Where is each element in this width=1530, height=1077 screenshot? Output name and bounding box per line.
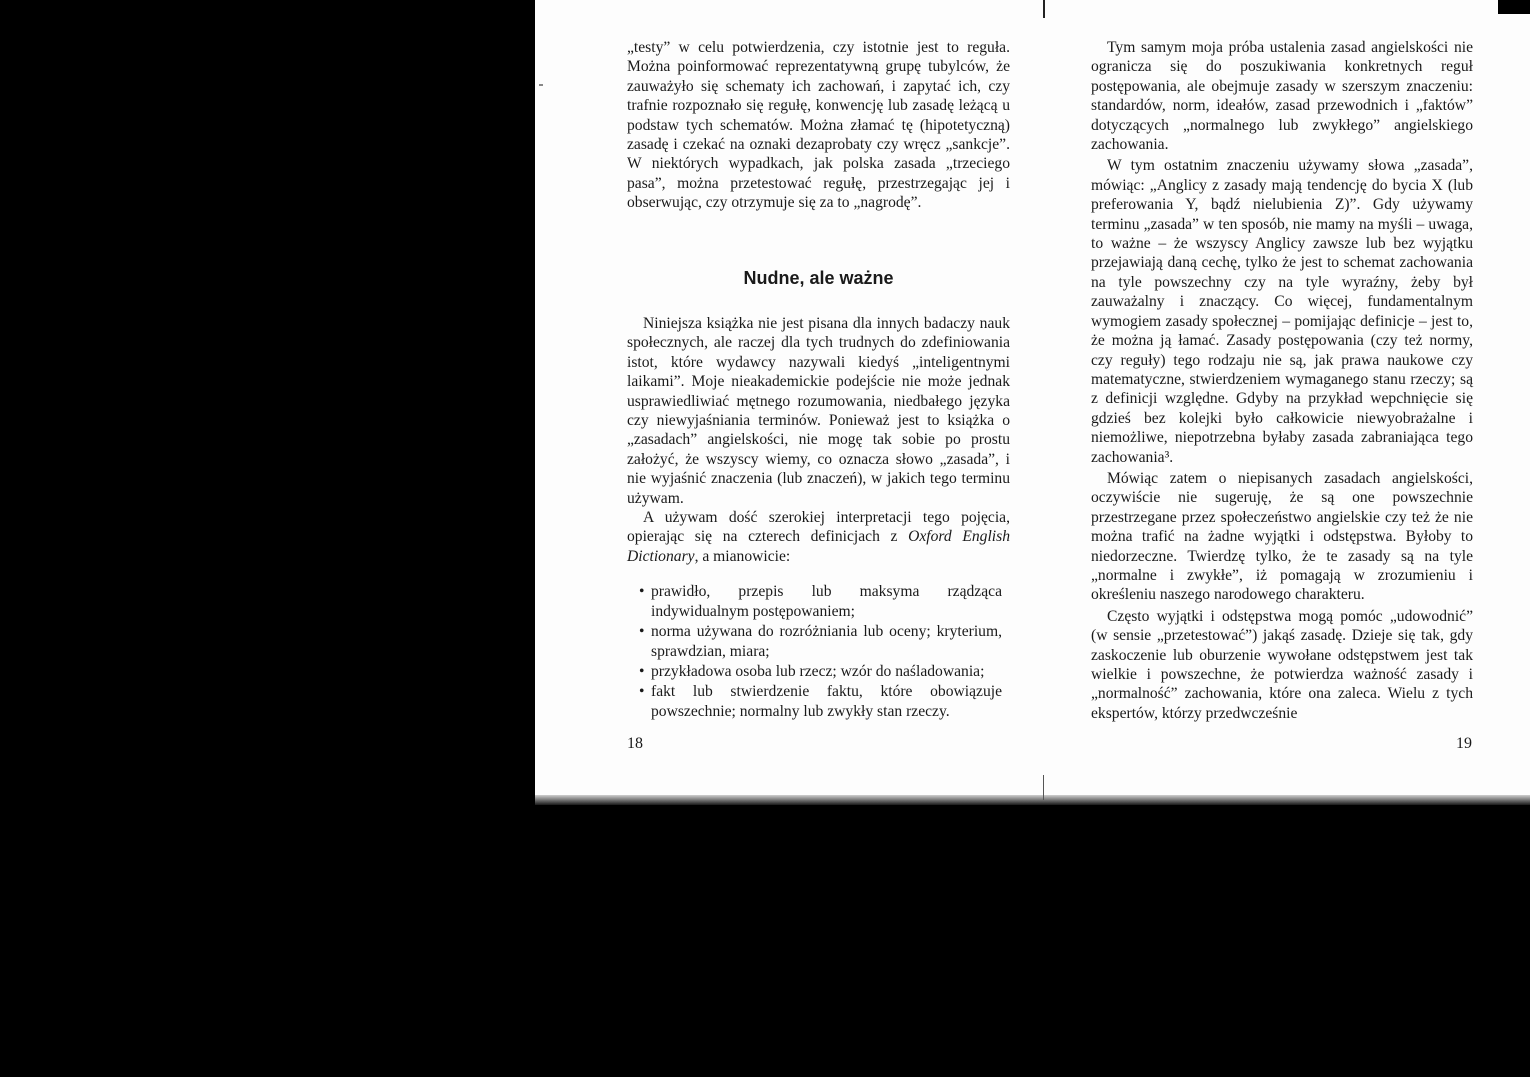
gutter-mark-bottom xyxy=(1043,775,1044,800)
right-paragraph: Mówiąc zatem o niepisanych zasadach angielskości, oczywiście nie sugeruję, że są one powszechnie przestrzegane przez społeczeństwo angielskie czy też że nie można trafić na żadne wyjątki i odstępstwa. Byłoby to niedorzeczne. Twierdzę tylko, że te zasady są na tyle „normalne i zwykłe”, iż pomagają w zrozumieniu i określeniu naszego narodowego charakteru. xyxy=(1091,469,1473,604)
definitions-lead: A używam dość szerokiej interpretacji tego pojęcia, opierając się na czterech definicjach z xyxy=(627,509,1010,546)
list-item: • przykładowa osoba lub rzecz; wzór do naśladowania; xyxy=(627,662,1010,681)
gutter-mark xyxy=(1043,0,1045,18)
section-heading: Nudne, ale ważne xyxy=(743,268,894,288)
page-edge-shadow xyxy=(535,795,1530,805)
left-intro-paragraph: „testy” w celu potwierdzenia, czy istotnie jest to reguła. Można poinformować reprezentatywną grupę tubylców, że zauważyło się schematy ich zachowań, i zapytać ich, czy trafnie rozpoznało się regułę, konwencję lub zasadę leżącą u podstaw tych schematów. Można złamać tę (hipotetyczną) zasadę i czekać na oznaki dezaprobaty czy wręcz „sankcje”. W niektórych wypadkach, jak polska zasada „trzeciego pasa”, można przetestować regułę, przestrzegając jej i obserwując, czy otrzymuje się za to „nagrodę”. xyxy=(627,39,1010,212)
left-paragraph-definitions xyxy=(627,508,1010,566)
right-paragraph: W tym ostatnim znaczeniu używamy słowa „zasada”, mówiąc: „Anglicy z zasady mają tendencję do bycia X (lub preferowania Y, bądź nielubienia Z)”. Gdy używamy terminu „zasada” w ten sposób, nie mamy na myśli – uwaga, to ważne – że wszyscy Anglicy zawsze lub bez wyjątku przejawiają daną cechę, tylko że jest to schemat zachowania na tyle powszechny czy na tyle wyraźny, żeby był zauważalny i znaczący. Co więcej, fundamentalnym wymogiem zasady społecznej – pomijając definicje – jest to, że można ją łamać. Zasady postępowania (czy też normy, czy reguły) tego rodzaju nie są, jak prawa naukowe czy matematyczne, stwierdzeniem wymaganego stanu rzeczy; są z definicji względne. Gdyby na przykład wepchnięcie się gdzieś bez kolejki było całkowicie niewyobrażalne i niemożliwe, niepotrzebna byłaby zasada zabraniająca tego zachowania³. xyxy=(1091,157,1473,466)
dictionary-title: Oxford English Dictionary xyxy=(627,528,1010,565)
left-paragraph: Niniejsza książka nie jest pisana dla innych badaczy nauk społecznych, ale raczej dla tych trudnych do zdefiniowania istot, które wydawcy nazywali kiedyś „inteligentnymi laikami”. Moje nieakademickie podejście nie może jednak usprawiedliwiać mętnego rozumowania, niedbałego języka czy niewyjaśniania terminów. Ponieważ jest to książka o „zasadach” angielskości, nie mogę tak sobie po prostu założyć, że wszyscy wiemy, co oznacza słowo „zasada”, i nie wyjaśnić znaczenia (lub znaczeń), w jakich tego terminu używam. xyxy=(627,315,1010,507)
scan-corner xyxy=(1498,0,1530,14)
definition-list xyxy=(627,582,1010,721)
list-item: • norma używana do rozróżniania lub oceny; kryterium, sprawdzian, miara; xyxy=(627,622,1010,661)
page-number-right: 19 xyxy=(1456,735,1472,752)
list-item: • prawidło, przepis lub maksyma rządząca indywidualnym postępowaniem; xyxy=(627,582,1010,621)
list-item: • fakt lub stwierdzenie faktu, które obowiązuje powszechnie; normalny lub zwykły stan rzeczy. xyxy=(627,682,1010,721)
left-body xyxy=(627,314,1010,722)
scan-speck xyxy=(539,84,543,86)
right-paragraph: Często wyjątki i odstępstwa mogą pomóc „udowodnić” (w sensie „przetestować”) jakąś zasadę. Dzieje się tak, gdy zaskoczenie lub oburzenie wywołane odstępstwem jest tak wielkie i powszechne, że potwierdza ważność zasady i „normalność” zachowania, które ona zaleca. Wielu z tych ekspertów, którzy przedwcześnie xyxy=(1091,607,1473,722)
right-body xyxy=(1091,38,1473,725)
right-paragraph: Tym samym moja próba ustalenia zasad angielskości nie ogranicza się do poszukiwania konkretnych reguł postępowania, ale obejmuje zasady w szerszym znaczeniu: standardów, norm, ideałów, zasad przewodnich i „faktów” dotyczących „normalnego lub zwykłego” angielskiego zachowania. xyxy=(1091,39,1473,154)
definitions-tail: , a mianowicie: xyxy=(694,547,791,565)
page-number-left: 18 xyxy=(627,735,643,752)
